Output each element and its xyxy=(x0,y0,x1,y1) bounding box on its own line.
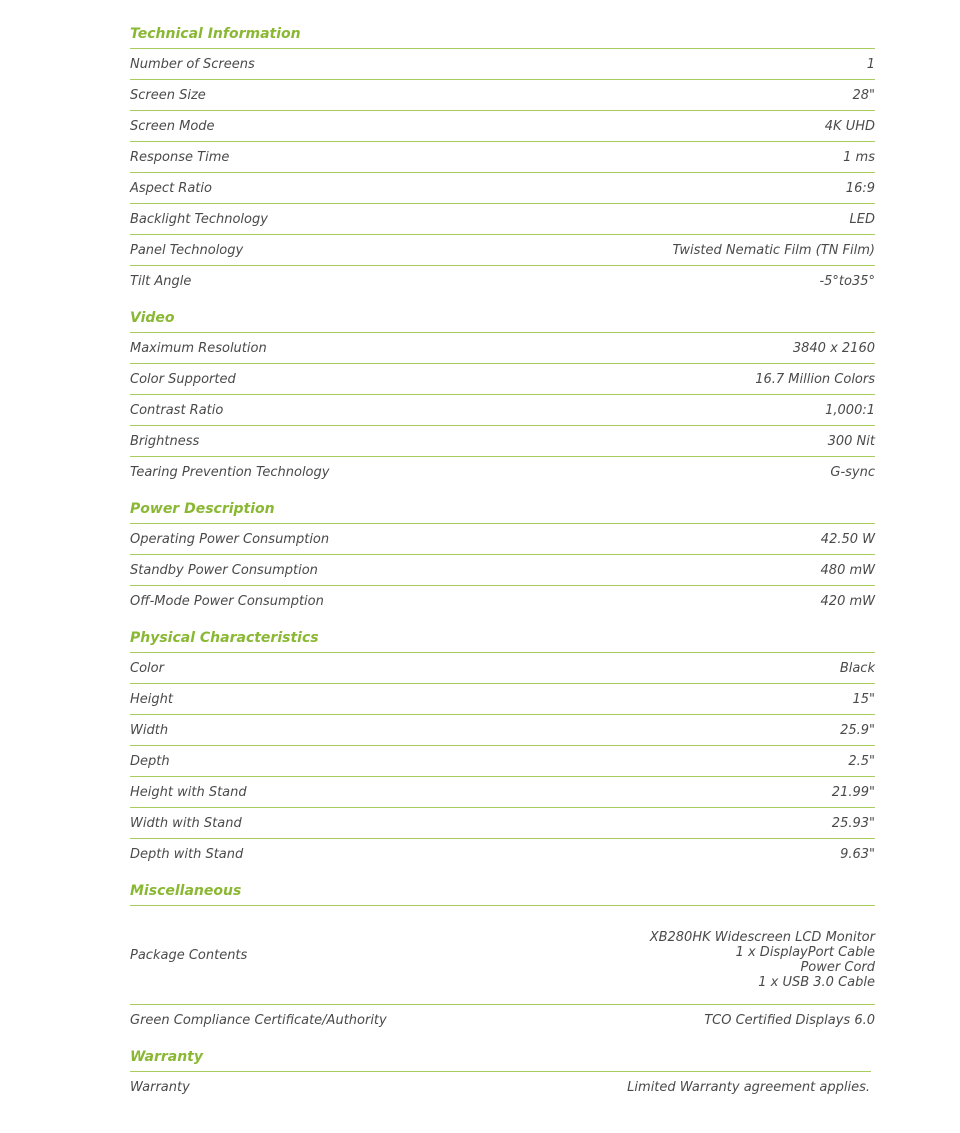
spec-row xyxy=(130,808,875,839)
spec-row xyxy=(130,1072,870,1102)
spec-value: 25.9" xyxy=(840,722,875,738)
spec-label: Panel Technology xyxy=(130,242,244,258)
spec-row xyxy=(130,364,875,395)
spec-row xyxy=(130,684,875,715)
spec-row xyxy=(130,266,875,296)
spec-value: 420 mW xyxy=(820,593,875,609)
spec-value: Limited Warranty agreement applies. xyxy=(627,1079,870,1095)
spec-label: Package Contents xyxy=(130,947,248,963)
spec-label: Warranty xyxy=(130,1079,190,1095)
section-title: Video xyxy=(130,304,875,333)
spec-row xyxy=(130,1005,875,1035)
spec-label: Response Time xyxy=(130,149,230,165)
spec-label: Color Supported xyxy=(130,371,236,387)
spec-label: Depth xyxy=(130,753,170,769)
section-title: Miscellaneous xyxy=(130,877,875,906)
spec-label: Contrast Ratio xyxy=(130,402,224,418)
spec-label: Depth with Stand xyxy=(130,846,244,862)
spec-value: 1,000:1 xyxy=(825,402,875,418)
spec-value: 15" xyxy=(852,691,875,707)
spec-value: 4K UHD xyxy=(824,118,875,134)
spec-row xyxy=(130,111,875,142)
spec-value: 16.7 Million Colors xyxy=(755,371,875,387)
package-item: XB280HK Widescreen LCD Monitor xyxy=(649,930,875,945)
spec-value: 25.93" xyxy=(831,815,875,831)
spec-label: Height xyxy=(130,691,173,707)
section-miscellaneous xyxy=(130,877,875,1035)
spec-label: Green Compliance Certificate/Authority xyxy=(130,1012,387,1028)
spec-value: Black xyxy=(839,660,875,676)
spec-label: Tilt Angle xyxy=(130,273,192,289)
spec-row xyxy=(130,173,875,204)
spec-label: Width xyxy=(130,722,169,738)
package-item: Power Cord xyxy=(800,960,875,975)
spec-row xyxy=(130,746,875,777)
spec-row xyxy=(130,333,875,364)
spec-row xyxy=(130,906,875,1005)
spec-row xyxy=(130,80,875,111)
package-item: 1 x DisplayPort Cable xyxy=(735,945,875,960)
spec-label: Backlight Technology xyxy=(130,211,268,227)
spec-value: 3840 x 2160 xyxy=(792,340,875,356)
spec-label: Standby Power Consumption xyxy=(130,562,318,578)
spec-row xyxy=(130,715,875,746)
spec-row xyxy=(130,586,875,616)
spec-row xyxy=(130,555,875,586)
spec-value: LED xyxy=(849,211,875,227)
spec-label: Height with Stand xyxy=(130,784,247,800)
spec-value: 1 ms xyxy=(843,149,875,165)
spec-label: Operating Power Consumption xyxy=(130,531,330,547)
spec-row xyxy=(130,839,875,869)
section-warranty xyxy=(130,1043,875,1102)
spec-label: Screen Mode xyxy=(130,118,215,134)
spec-row xyxy=(130,235,875,266)
spec-value: 42.50 W xyxy=(820,531,875,547)
spec-label: Tearing Prevention Technology xyxy=(130,464,330,480)
spec-label: Screen Size xyxy=(130,87,206,103)
section-power-description xyxy=(130,495,875,616)
spec-row xyxy=(130,524,875,555)
spec-value-list xyxy=(650,920,875,990)
specifications-table xyxy=(130,20,875,1110)
spec-label: Brightness xyxy=(130,433,200,449)
spec-value: 300 Nit xyxy=(827,433,875,449)
spec-value: G-sync xyxy=(830,464,875,480)
spec-label: Color xyxy=(130,660,164,676)
spec-value: Twisted Nematic Film (TN Film) xyxy=(672,242,875,258)
spec-label: Aspect Ratio xyxy=(130,180,212,196)
section-physical-characteristics xyxy=(130,624,875,869)
spec-label: Number of Screens xyxy=(130,56,255,72)
spec-row xyxy=(130,426,875,457)
spec-row xyxy=(130,653,875,684)
spec-value: TCO Certified Displays 6.0 xyxy=(704,1012,875,1028)
section-technical-information xyxy=(130,20,875,296)
section-title: Warranty xyxy=(130,1043,871,1072)
spec-value: 480 mW xyxy=(820,562,875,578)
section-video xyxy=(130,304,875,487)
spec-value: 9.63" xyxy=(840,846,875,862)
package-item: 1 x USB 3.0 Cable xyxy=(758,975,875,990)
spec-value: 1 xyxy=(866,56,875,72)
section-title: Physical Characteristics xyxy=(130,624,875,653)
spec-row xyxy=(130,142,875,173)
spec-row xyxy=(130,457,875,487)
section-title: Technical Information xyxy=(130,20,875,49)
spec-value: 2.5" xyxy=(848,753,875,769)
spec-row xyxy=(130,395,875,426)
spec-value: 16:9 xyxy=(845,180,875,196)
spec-row xyxy=(130,49,875,80)
spec-row xyxy=(130,204,875,235)
spec-label: Maximum Resolution xyxy=(130,340,267,356)
spec-label: Width with Stand xyxy=(130,815,242,831)
spec-value: -5°to35° xyxy=(819,273,875,289)
section-title: Power Description xyxy=(130,495,875,524)
spec-value: 28" xyxy=(852,87,875,103)
spec-value: 21.99" xyxy=(831,784,875,800)
spec-row xyxy=(130,777,875,808)
spec-label: Off-Mode Power Consumption xyxy=(130,593,324,609)
